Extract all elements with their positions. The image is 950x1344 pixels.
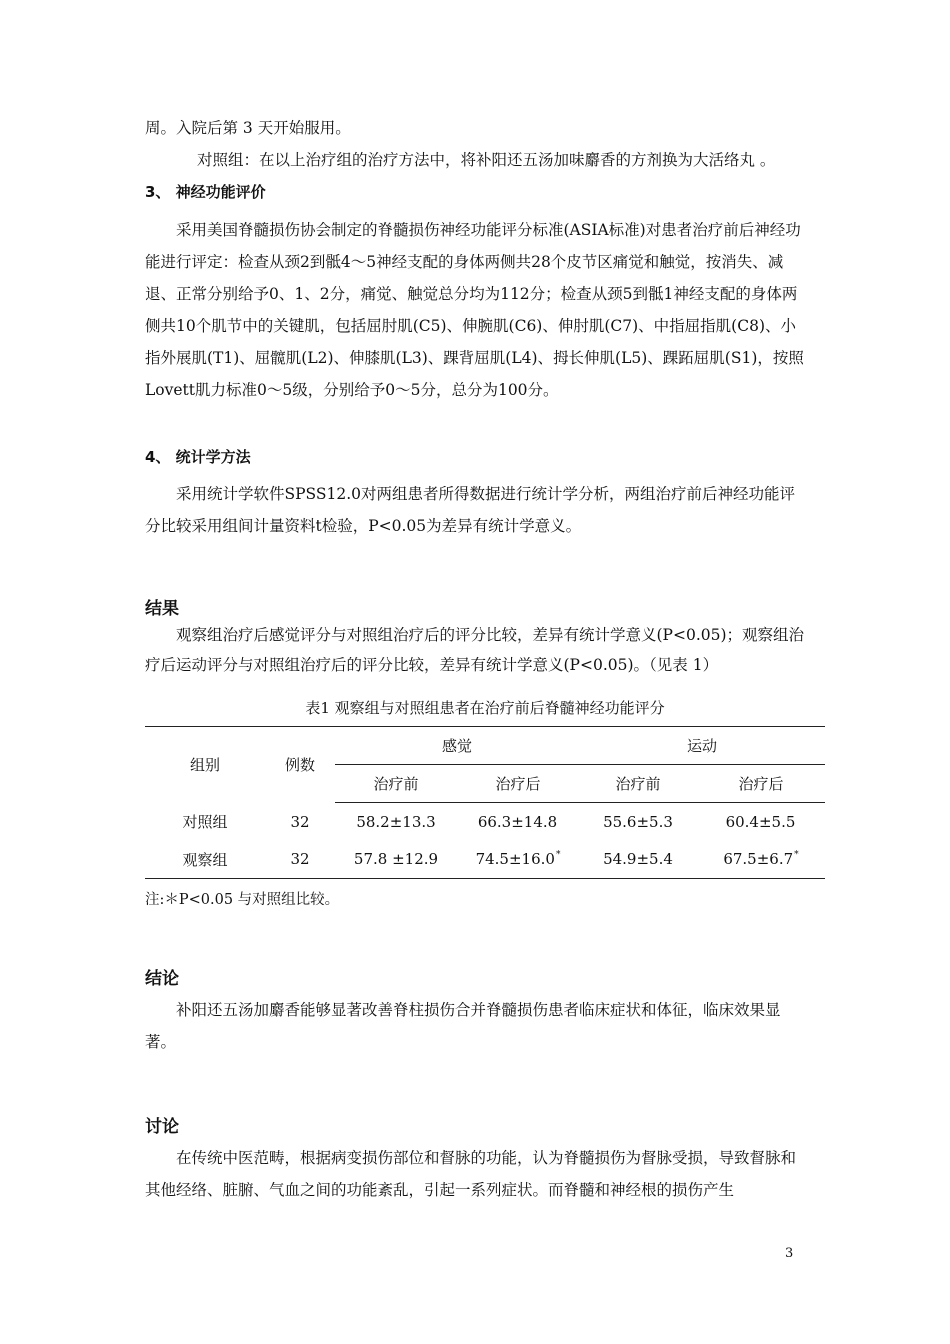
cell-motor-before: 55.6±5.3 — [603, 812, 673, 831]
cell-sense-after: 74.5±16.0* — [457, 841, 579, 879]
paragraph-discussion: 在传统中医范畴，根据病变损伤部位和督脉的功能，认为脊髓损伤为督脉受损，导致督脉和其他经络、脏腑、气血之间的功能紊乱，引起一系列症状。而脊髓和神经根的损伤产生 — [145, 1149, 797, 1199]
cell-motor-before: 54.9±5.4 — [579, 841, 697, 879]
paragraph-statistics: 采用统计学软件SPSS12.0对两组患者所得数据进行统计学分析，两组治疗前后神经功能评分比较采用组间计量资料t检验，P<0.05为差异有统计学意义。 — [145, 485, 796, 535]
paragraph-continuation: 周。入院后第 3 天开始服用。 — [145, 119, 351, 137]
heading-neuro-eval: 3、 神经功能评价 — [145, 183, 266, 201]
heading-conclusion: 结论 — [145, 969, 179, 989]
paragraph-control-group: 对照组：在以上治疗组的治疗方法中，将补阳还五汤加味麝香的方剂换为大活络丸 。 — [197, 151, 776, 169]
paragraph-neuro-eval: 采用美国脊髓损伤协会制定的脊髓损伤神经功能评分标准(ASIA标准)对患者治疗前后神经功能进行评定：检查从颈2到骶4～5神经支配的身体两侧共28个皮节区痛觉和触觉，按消失、减退、正常分别给予0、1、2分，痛觉、触觉总分均为112分；检查从颈5到骶1神经支配的身体两侧共10个肌节中的关键肌，包括屈肘肌(C5)、伸腕肌(C6)、伸肘肌(C7)、中指屈指肌(C8)、小指外展肌(T1)、屈髋肌(L2)、伸膝肌(L3)、踝背屈肌(L4)、拇长伸肌(L5)、踝跖屈肌(S1)，按照Lovett肌力标准0～5级，分别给予0～5分，总分为100分。 — [145, 221, 804, 399]
cell-sense-before: 57.8 ±12.9 — [335, 841, 457, 879]
table-note: 注:＊P<0.05 与对照组比较。 — [145, 892, 340, 908]
cell-sense-after: 66.3±14.8 — [477, 812, 558, 831]
paragraph-conclusion: 补阳还五汤加麝香能够显著改善脊柱损伤合并脊髓损伤患者临床症状和体征，临床效果显著。 — [145, 1001, 781, 1051]
subheader-sense-after: 治疗后 — [457, 765, 579, 803]
table-row — [145, 841, 825, 879]
header-motor: 运动 — [579, 727, 825, 765]
paragraph-results: 观察组治疗后感觉评分与对照组治疗后的评分比较，差异有统计学意义(P<0.05)；观察组治疗后运动评分与对照组治疗后的评分比较，差异有统计学意义(P<0.05)。（见表 1） — [145, 626, 805, 674]
subheader-motor-after: 治疗后 — [697, 765, 825, 803]
header-count: 例数 — [265, 727, 335, 803]
cell-motor-after: 67.5±6.7* — [697, 841, 825, 879]
heading-statistics: 4、 统计学方法 — [145, 448, 251, 466]
subheader-sense-before: 治疗前 — [335, 765, 457, 803]
header-group: 组别 — [145, 727, 265, 803]
cell-motor-after: 60.4±5.5 — [725, 812, 796, 831]
page-number: 3 — [785, 1246, 794, 1261]
results-table — [145, 726, 825, 879]
cell-group: 观察组 — [145, 841, 265, 879]
cell-count: 32 — [290, 812, 310, 831]
table-caption: 表1 观察组与对照组患者在治疗前后脊髓神经功能评分 — [305, 699, 665, 717]
cell-count: 32 — [265, 841, 335, 879]
heading-discussion: 讨论 — [145, 1117, 179, 1137]
table-row — [145, 803, 825, 841]
cell-sense-before: 58.2±13.3 — [356, 812, 436, 831]
cell-group: 对照组 — [182, 813, 228, 831]
header-sense: 感觉 — [335, 727, 579, 765]
heading-results: 结果 — [145, 599, 179, 619]
subheader-motor-before: 治疗前 — [579, 765, 697, 803]
